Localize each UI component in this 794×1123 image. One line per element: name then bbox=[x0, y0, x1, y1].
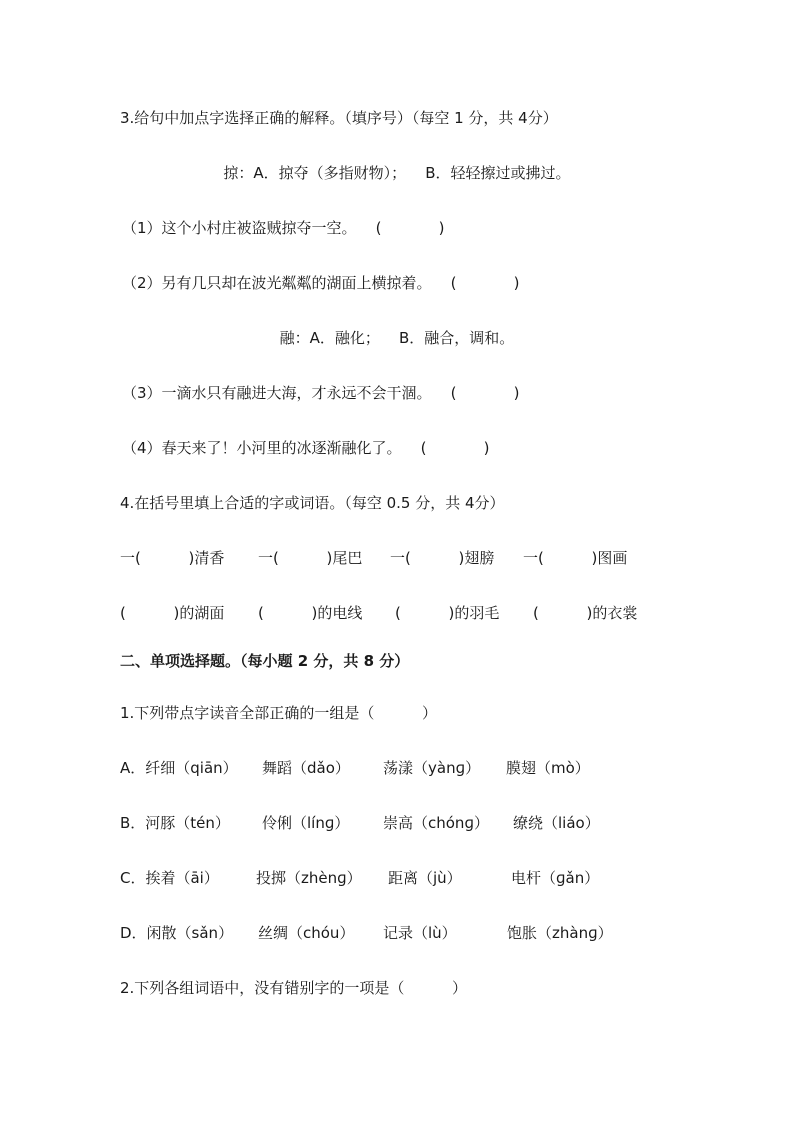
mc1-option-d-word: 饱胀（zhànɡ） bbox=[507, 924, 613, 942]
q4-row2-item: ( )的羽毛 bbox=[395, 604, 500, 622]
mc1-option-b: B．河豚（tén） bbox=[120, 814, 230, 832]
q3-definition-rong: 融：A．融化； B．融合，调和。 bbox=[279, 329, 515, 347]
mc1-option-d-word: 丝绸（chóu） bbox=[258, 924, 355, 942]
mc1-option-d-word: 记录（lù） bbox=[383, 924, 457, 942]
q3-sentence-2: （2）另有几只却在波光粼粼的湖面上横掠着。 ( ) bbox=[122, 274, 520, 292]
q3-title: 3.给句中加点字选择正确的解释。（填序号）（每空 1 分，共 4分） bbox=[120, 109, 558, 127]
q4-row1-item: 一( )翅膀 bbox=[390, 549, 495, 567]
mc1-option-a-word: 膜翅（mò） bbox=[506, 759, 590, 777]
q3-sentence-1: （1）这个小村庄被盗贼掠夺一空。 ( ) bbox=[122, 219, 445, 237]
mc1-option-a: A．纤细（qiān） bbox=[120, 759, 238, 777]
mc1-option-a-word: 荡漾（yànɡ） bbox=[383, 759, 481, 777]
mc1-option-d: D．闲散（sǎn） bbox=[120, 924, 234, 942]
mc1-option-c: C．挨着（āi） bbox=[120, 869, 219, 887]
q4-row2-item: ( )的湖面 bbox=[120, 604, 225, 622]
mc1-option-c-word: 电杆（ɡǎn） bbox=[511, 869, 600, 887]
mc1-stem: 1.下列带点字读音全部正确的一组是（ ） bbox=[120, 704, 437, 722]
q4-title: 4.在括号里填上合适的字或词语。（每空 0.5 分，共 4分） bbox=[120, 494, 505, 512]
q4-row1-item: 一( )尾巴 bbox=[258, 549, 363, 567]
mc1-option-b-word: 伶俐（línɡ） bbox=[262, 814, 350, 832]
mc1-option-a-word: 舞蹈（dǎo） bbox=[262, 759, 350, 777]
q4-row2-item: ( )的衣裳 bbox=[533, 604, 638, 622]
mc1-option-c-word: 距离（jù） bbox=[388, 869, 462, 887]
q3-definition-lue: 掠：A．掠夺（多指财物）； B．轻轻擦过或拂过。 bbox=[223, 164, 571, 182]
q3-sentence-4: （4）春天来了！小河里的冰逐渐融化了。 ( ) bbox=[122, 439, 490, 457]
q4-row1-item: 一( )图画 bbox=[523, 549, 628, 567]
mc1-option-c-word: 投掷（zhènɡ） bbox=[256, 869, 362, 887]
q3-sentence-3: （3）一滴水只有融进大海，才永远不会干涸。 ( ) bbox=[122, 384, 520, 402]
section2-heading: 二、单项选择题。（每小题 2 分，共 8 分） bbox=[120, 652, 410, 670]
q4-row1-item: 一( )清香 bbox=[120, 549, 225, 567]
q4-row2-item: ( )的电线 bbox=[258, 604, 363, 622]
mc1-option-b-word: 崇高（chónɡ） bbox=[383, 814, 489, 832]
mc2-stem: 2.下列各组词语中，没有错别字的一项是（ ） bbox=[120, 979, 467, 997]
mc1-option-b-word: 缭绕（liáo） bbox=[513, 814, 600, 832]
